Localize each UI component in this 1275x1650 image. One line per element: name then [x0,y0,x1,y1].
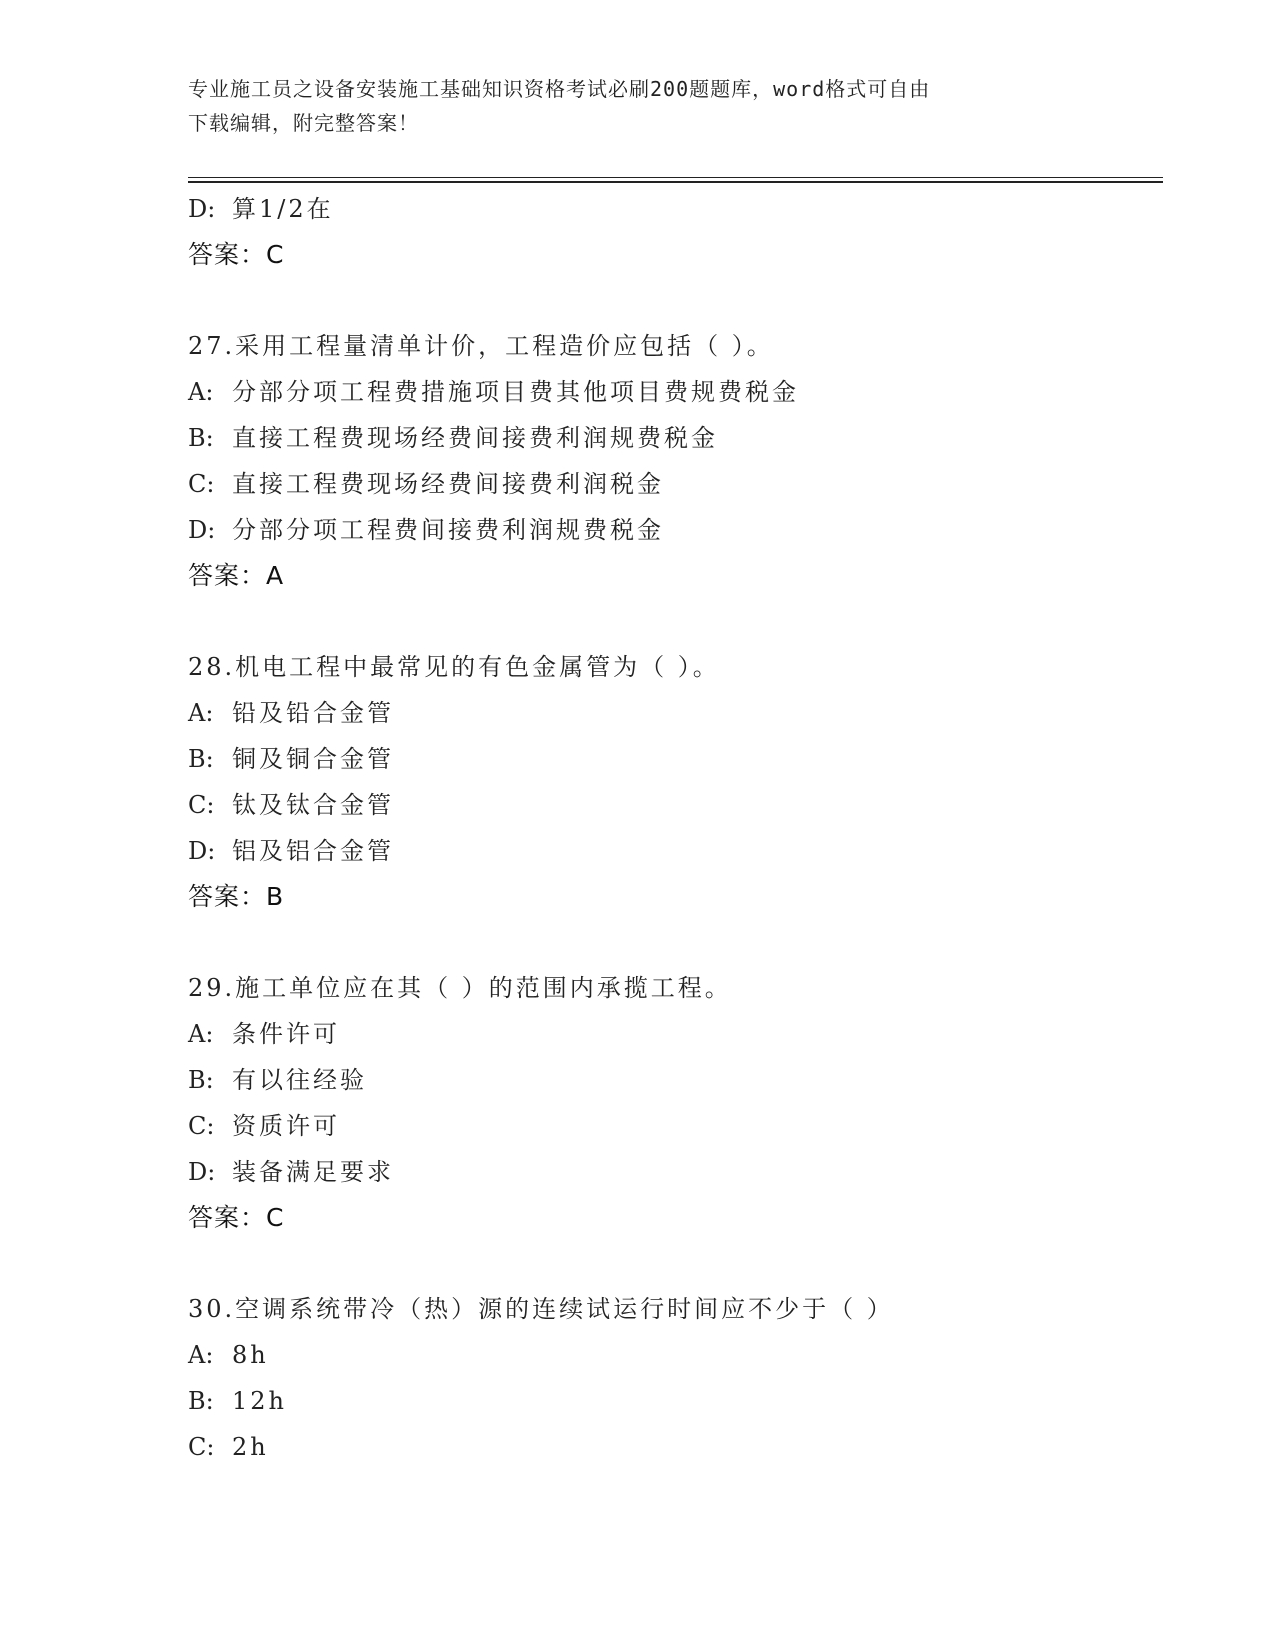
option-text: 装备满足要求 [232,1158,394,1186]
option-a [188,369,1163,415]
answer-line [188,874,1163,920]
answer-line [188,553,1163,599]
option-d [188,828,1163,874]
option-a [188,1011,1163,1057]
option-label: D: [188,516,216,544]
option-text: 算1/2在 [232,195,334,223]
option-label: C: [188,470,215,498]
answer-value: A [266,561,285,590]
answer-prefix: 答案： [188,240,267,269]
option-c [188,782,1163,828]
question-content [188,186,1163,1470]
question-stem: 27.采用工程量清单计价，工程造价应包括（ ）。 [188,332,774,360]
answer-value: C [266,240,285,269]
option-c [188,461,1163,507]
option-label: B: [188,1066,214,1094]
option-label: B: [188,424,214,452]
option-label: B: [188,1387,214,1415]
header-divider-thin [188,177,1163,178]
answer-value: C [266,1203,285,1232]
option-c [188,1424,1163,1470]
option-label: C: [188,1112,215,1140]
option-b [188,1057,1163,1103]
option-text: 铜及铜合金管 [232,745,394,773]
answer-prefix: 答案： [188,882,267,911]
option-b [188,415,1163,461]
header-line-1: 专业施工员之设备安装施工基础知识资格考试必刷200题题库，word格式可自由 [188,77,931,101]
option-label: D: [188,837,216,865]
question-stem: 29.施工单位应在其（ ）的范围内承揽工程。 [188,974,732,1002]
option-a [188,690,1163,736]
option-label: A: [188,1341,214,1369]
option-text: 资质许可 [232,1112,340,1140]
option-c [188,1103,1163,1149]
option-label: A: [188,699,214,727]
answer-line [188,232,1163,278]
option-b [188,736,1163,782]
option-text: 8h [232,1341,269,1369]
option-text: 分部分项工程费间接费利润规费税金 [232,516,664,544]
option-label: A: [188,378,214,406]
document-header [188,72,1068,140]
answer-prefix: 答案： [188,1203,267,1232]
option-d [188,1149,1163,1195]
option-d [188,507,1163,553]
question-stem: 30.空调系统带冷（热）源的连续试运行时间应不少于（ ） [188,1295,894,1323]
option-label: D: [188,195,216,223]
option-text: 直接工程费现场经费间接费利润税金 [232,470,664,498]
option-label: C: [188,1433,215,1461]
header-divider-thick [188,181,1163,183]
option-text: 铅及铅合金管 [232,699,394,727]
option-text: 有以往经验 [232,1066,367,1094]
answer-value: B [266,882,285,911]
question-stem: 28.机电工程中最常见的有色金属管为（ ）。 [188,653,720,681]
header-line-2: 下载编辑，附完整答案！ [188,111,419,135]
answer-prefix: 答案： [188,561,267,590]
option-text: 钛及钛合金管 [232,791,394,819]
option-label: A: [188,1020,214,1048]
option-label: C: [188,791,215,819]
option-text: 分部分项工程费措施项目费其他项目费规费税金 [232,378,799,406]
option-label: B: [188,745,214,773]
answer-line [188,1195,1163,1241]
option-text: 直接工程费现场经费间接费利润规费税金 [232,424,718,452]
option-text: 12h [232,1387,287,1415]
option-label: D: [188,1158,216,1186]
option-text: 2h [232,1433,269,1461]
option-text: 条件许可 [232,1020,340,1048]
option-d [188,186,1163,232]
option-b [188,1378,1163,1424]
option-text: 铝及铝合金管 [232,837,394,865]
option-a [188,1332,1163,1378]
